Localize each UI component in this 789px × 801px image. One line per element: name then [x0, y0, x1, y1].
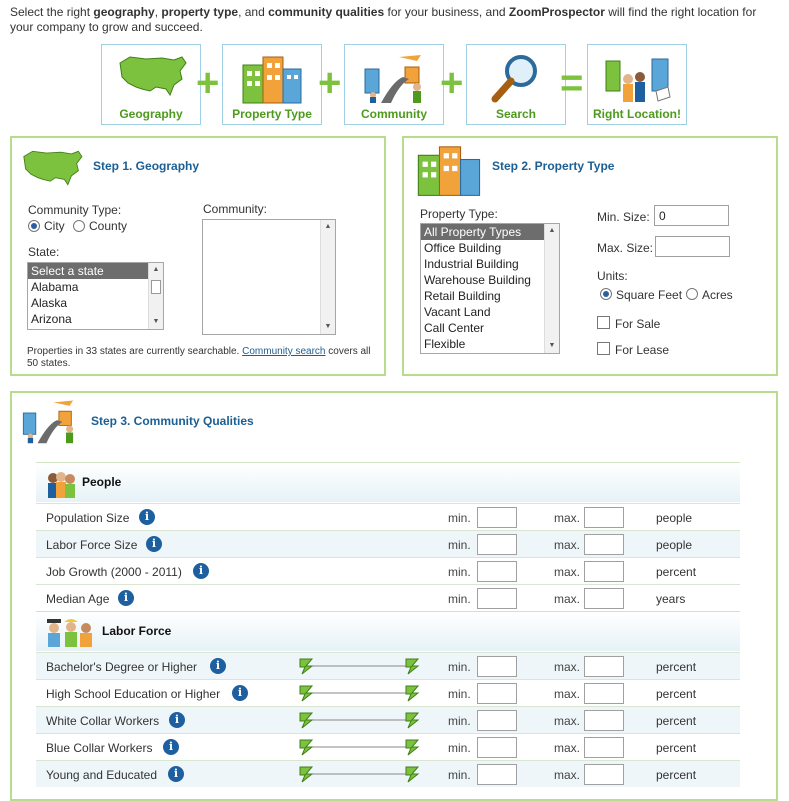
- info-icon[interactable]: i: [168, 766, 184, 782]
- row-label: Labor Force Size: [46, 538, 138, 552]
- scroll-down-icon[interactable]: ▼: [548, 342, 556, 349]
- slider-handle-max[interactable]: [406, 713, 418, 728]
- slider-handle-max[interactable]: [406, 686, 418, 701]
- min-label: min.: [448, 687, 471, 701]
- step1-geography-panel: [10, 136, 386, 376]
- max-label: max.: [554, 714, 581, 728]
- state-option[interactable]: Select a state: [28, 263, 163, 279]
- unit-label: percent: [656, 768, 697, 782]
- plus-sign: +: [440, 61, 464, 105]
- min-label: min.: [448, 592, 471, 606]
- row-label: Job Growth (2000 - 2011): [46, 565, 182, 579]
- min-label: min.: [448, 741, 471, 755]
- slider-handle-min[interactable]: [300, 659, 312, 674]
- banner-property-type-label: Property Type: [232, 107, 312, 121]
- for-lease-checkbox[interactable]: [597, 342, 610, 355]
- min-size-input[interactable]: [654, 205, 729, 226]
- scroll-down-icon[interactable]: ▼: [152, 318, 160, 325]
- community-search-link[interactable]: Community search: [242, 346, 326, 357]
- banner-community: [344, 44, 444, 125]
- units-label: Units:: [597, 269, 628, 283]
- max-input[interactable]: [584, 737, 624, 758]
- info-icon[interactable]: i: [193, 563, 209, 579]
- max-input[interactable]: [584, 656, 624, 677]
- community-icon: [18, 396, 82, 446]
- info-icon[interactable]: i: [210, 658, 226, 674]
- city-radio[interactable]: [28, 220, 40, 232]
- row-label: Median Age: [46, 592, 110, 606]
- property-type-option[interactable]: Retail Building: [424, 289, 501, 303]
- labor-force-icon: [44, 616, 94, 648]
- table-row: [36, 706, 740, 733]
- labor-force-heading: Labor Force: [102, 624, 172, 638]
- max-label: max.: [554, 687, 581, 701]
- county-label: County: [89, 219, 128, 233]
- info-icon[interactable]: i: [163, 739, 179, 755]
- banner-property-type: [222, 44, 322, 125]
- community-type-label: Community Type:: [28, 203, 122, 217]
- min-label: min.: [448, 511, 471, 525]
- step2-title: Step 2. Property Type: [492, 159, 615, 173]
- city-label: City: [44, 219, 65, 233]
- unit-label: percent: [656, 660, 697, 674]
- slider-handle-max[interactable]: [406, 659, 418, 674]
- max-label: max.: [554, 565, 581, 579]
- table-row: [36, 503, 740, 530]
- row-label: White Collar Workers: [46, 714, 160, 728]
- state-label: State:: [28, 245, 60, 259]
- unit-label: people: [656, 511, 693, 525]
- min-label: min.: [448, 660, 471, 674]
- banner-search: [466, 44, 566, 125]
- row-label: Population Size: [46, 511, 130, 525]
- buildings-icon: [412, 140, 488, 198]
- buildings-icon: [237, 51, 309, 105]
- max-label: max.: [554, 660, 581, 674]
- max-input[interactable]: [584, 764, 624, 785]
- range-slider[interactable]: [298, 657, 422, 675]
- min-label: min.: [448, 768, 471, 782]
- min-input[interactable]: [477, 710, 517, 731]
- banner-right-location-label: Right Location!: [593, 107, 681, 121]
- usa-map-icon: [20, 146, 84, 190]
- table-row: [36, 584, 740, 611]
- max-label: max.: [554, 538, 581, 552]
- for-lease-label: For Lease: [615, 343, 670, 357]
- banner-community-label: Community: [361, 107, 427, 121]
- info-icon[interactable]: i: [146, 536, 162, 552]
- min-input[interactable]: [477, 588, 517, 609]
- property-type-label: Property Type:: [420, 207, 498, 221]
- right-location-icon: [602, 51, 674, 105]
- info-icon[interactable]: i: [169, 712, 185, 728]
- scroll-thumb[interactable]: [151, 280, 161, 294]
- property-type-option[interactable]: Industrial Building: [424, 257, 519, 271]
- table-row: [36, 679, 740, 706]
- usa-map-icon: [116, 51, 188, 101]
- min-label: min.: [448, 714, 471, 728]
- row-label: Bachelor's Degree or Higher: [46, 660, 198, 674]
- unit-label: people: [656, 538, 693, 552]
- row-label: Young and Educated: [46, 768, 157, 782]
- scroll-up-icon[interactable]: ▲: [324, 223, 332, 230]
- slider-handle-max[interactable]: [406, 767, 418, 782]
- acres-radio[interactable]: [686, 288, 698, 300]
- max-input[interactable]: [584, 507, 624, 528]
- community-scrollbar[interactable]: [320, 220, 335, 334]
- min-input[interactable]: [477, 683, 517, 704]
- range-slider[interactable]: [298, 738, 422, 756]
- slider-handle-min[interactable]: [300, 740, 312, 755]
- county-radio[interactable]: [73, 220, 85, 232]
- info-icon[interactable]: i: [118, 590, 134, 606]
- people-heading: People: [82, 475, 122, 489]
- min-input[interactable]: [477, 737, 517, 758]
- scroll-up-icon[interactable]: ▲: [548, 227, 556, 234]
- step1-title: Step 1. Geography: [93, 159, 200, 173]
- range-slider[interactable]: [298, 765, 422, 783]
- max-size-label: Max. Size:: [597, 241, 654, 255]
- unit-label: percent: [656, 714, 697, 728]
- scroll-down-icon[interactable]: ▼: [324, 323, 332, 330]
- property-type-option[interactable]: Flexible: [424, 337, 466, 351]
- plus-sign: +: [196, 61, 220, 105]
- slider-handle-min[interactable]: [300, 713, 312, 728]
- min-input[interactable]: [477, 534, 517, 555]
- max-label: max.: [554, 511, 581, 525]
- scroll-up-icon[interactable]: ▲: [152, 266, 160, 273]
- community-label: Community:: [203, 202, 268, 216]
- property-type-option[interactable]: Call Center: [424, 321, 485, 335]
- min-input[interactable]: [477, 561, 517, 582]
- state-option[interactable]: Alabama: [31, 280, 79, 294]
- unit-label: years: [656, 592, 686, 606]
- max-input[interactable]: [584, 561, 624, 582]
- info-icon[interactable]: i: [232, 685, 248, 701]
- property-type-option[interactable]: Office Building: [424, 241, 502, 255]
- people-section-header: [36, 462, 740, 502]
- banner-right-location: [587, 44, 687, 125]
- min-label: min.: [448, 565, 471, 579]
- unit-label: percent: [656, 741, 697, 755]
- step2-property-panel: [402, 136, 778, 376]
- for-sale-checkbox[interactable]: [597, 316, 610, 329]
- min-input[interactable]: [477, 764, 517, 785]
- info-icon[interactable]: i: [139, 509, 155, 525]
- min-label: min.: [448, 538, 471, 552]
- range-slider[interactable]: [298, 684, 422, 702]
- property-type-option[interactable]: All Property Types: [421, 224, 559, 240]
- range-slider[interactable]: [298, 711, 422, 729]
- table-row: [36, 557, 740, 584]
- max-size-input[interactable]: [655, 236, 730, 257]
- banner-geography: [101, 44, 201, 125]
- property-type-option[interactable]: Vacant Land: [424, 305, 491, 319]
- plus-sign: +: [318, 61, 342, 105]
- table-row: [36, 733, 740, 760]
- square-feet-radio[interactable]: [600, 288, 612, 300]
- people-icon: [44, 469, 78, 499]
- state-listbox[interactable]: [27, 262, 164, 330]
- unit-label: percent: [656, 687, 697, 701]
- max-label: max.: [554, 768, 581, 782]
- for-sale-label: For Sale: [615, 317, 661, 331]
- slider-handle-min[interactable]: [300, 686, 312, 701]
- equals-sign: =: [560, 61, 584, 105]
- state-option[interactable]: Alaska: [31, 296, 68, 310]
- square-feet-label: Square Feet: [616, 288, 683, 302]
- min-input[interactable]: [477, 656, 517, 677]
- step3-title: Step 3. Community Qualities: [91, 414, 254, 428]
- property-type-scrollbar[interactable]: [544, 224, 559, 353]
- max-label: max.: [554, 592, 581, 606]
- intro-text: Select the right geography, property type, and community qualities for your business, and ZoomProspector will find the right location for your company to grow and succeed.: [10, 5, 757, 34]
- row-label: High School Education or Higher: [46, 687, 221, 701]
- table-row: [36, 760, 740, 787]
- state-scrollbar[interactable]: [148, 263, 163, 329]
- min-input[interactable]: [477, 507, 517, 528]
- magnifier-icon: [481, 51, 553, 105]
- property-type-option[interactable]: Warehouse Building: [424, 273, 531, 287]
- row-label: Blue Collar Workers: [46, 741, 153, 755]
- acres-label: Acres: [702, 288, 733, 302]
- slider-handle-min[interactable]: [300, 767, 312, 782]
- min-size-label: Min. Size:: [597, 210, 650, 224]
- max-input[interactable]: [584, 683, 624, 704]
- max-input[interactable]: [584, 588, 624, 609]
- community-listbox[interactable]: [202, 219, 336, 335]
- property-type-listbox[interactable]: [420, 223, 560, 354]
- max-input[interactable]: [584, 534, 624, 555]
- banner-search-label: Search: [495, 107, 537, 121]
- table-row: [36, 652, 740, 679]
- banner-geography-label: Geography: [119, 107, 183, 121]
- max-label: max.: [554, 741, 581, 755]
- unit-label: percent: [656, 565, 697, 579]
- labor-force-section-header: [36, 611, 740, 651]
- max-input[interactable]: [584, 710, 624, 731]
- table-row: [36, 530, 740, 557]
- community-icon: [359, 51, 431, 105]
- state-option[interactable]: Arizona: [31, 312, 72, 326]
- states-note: Properties in 33 states are currently searchable. Community search covers all 50 states.: [27, 346, 371, 369]
- slider-handle-max[interactable]: [406, 740, 418, 755]
